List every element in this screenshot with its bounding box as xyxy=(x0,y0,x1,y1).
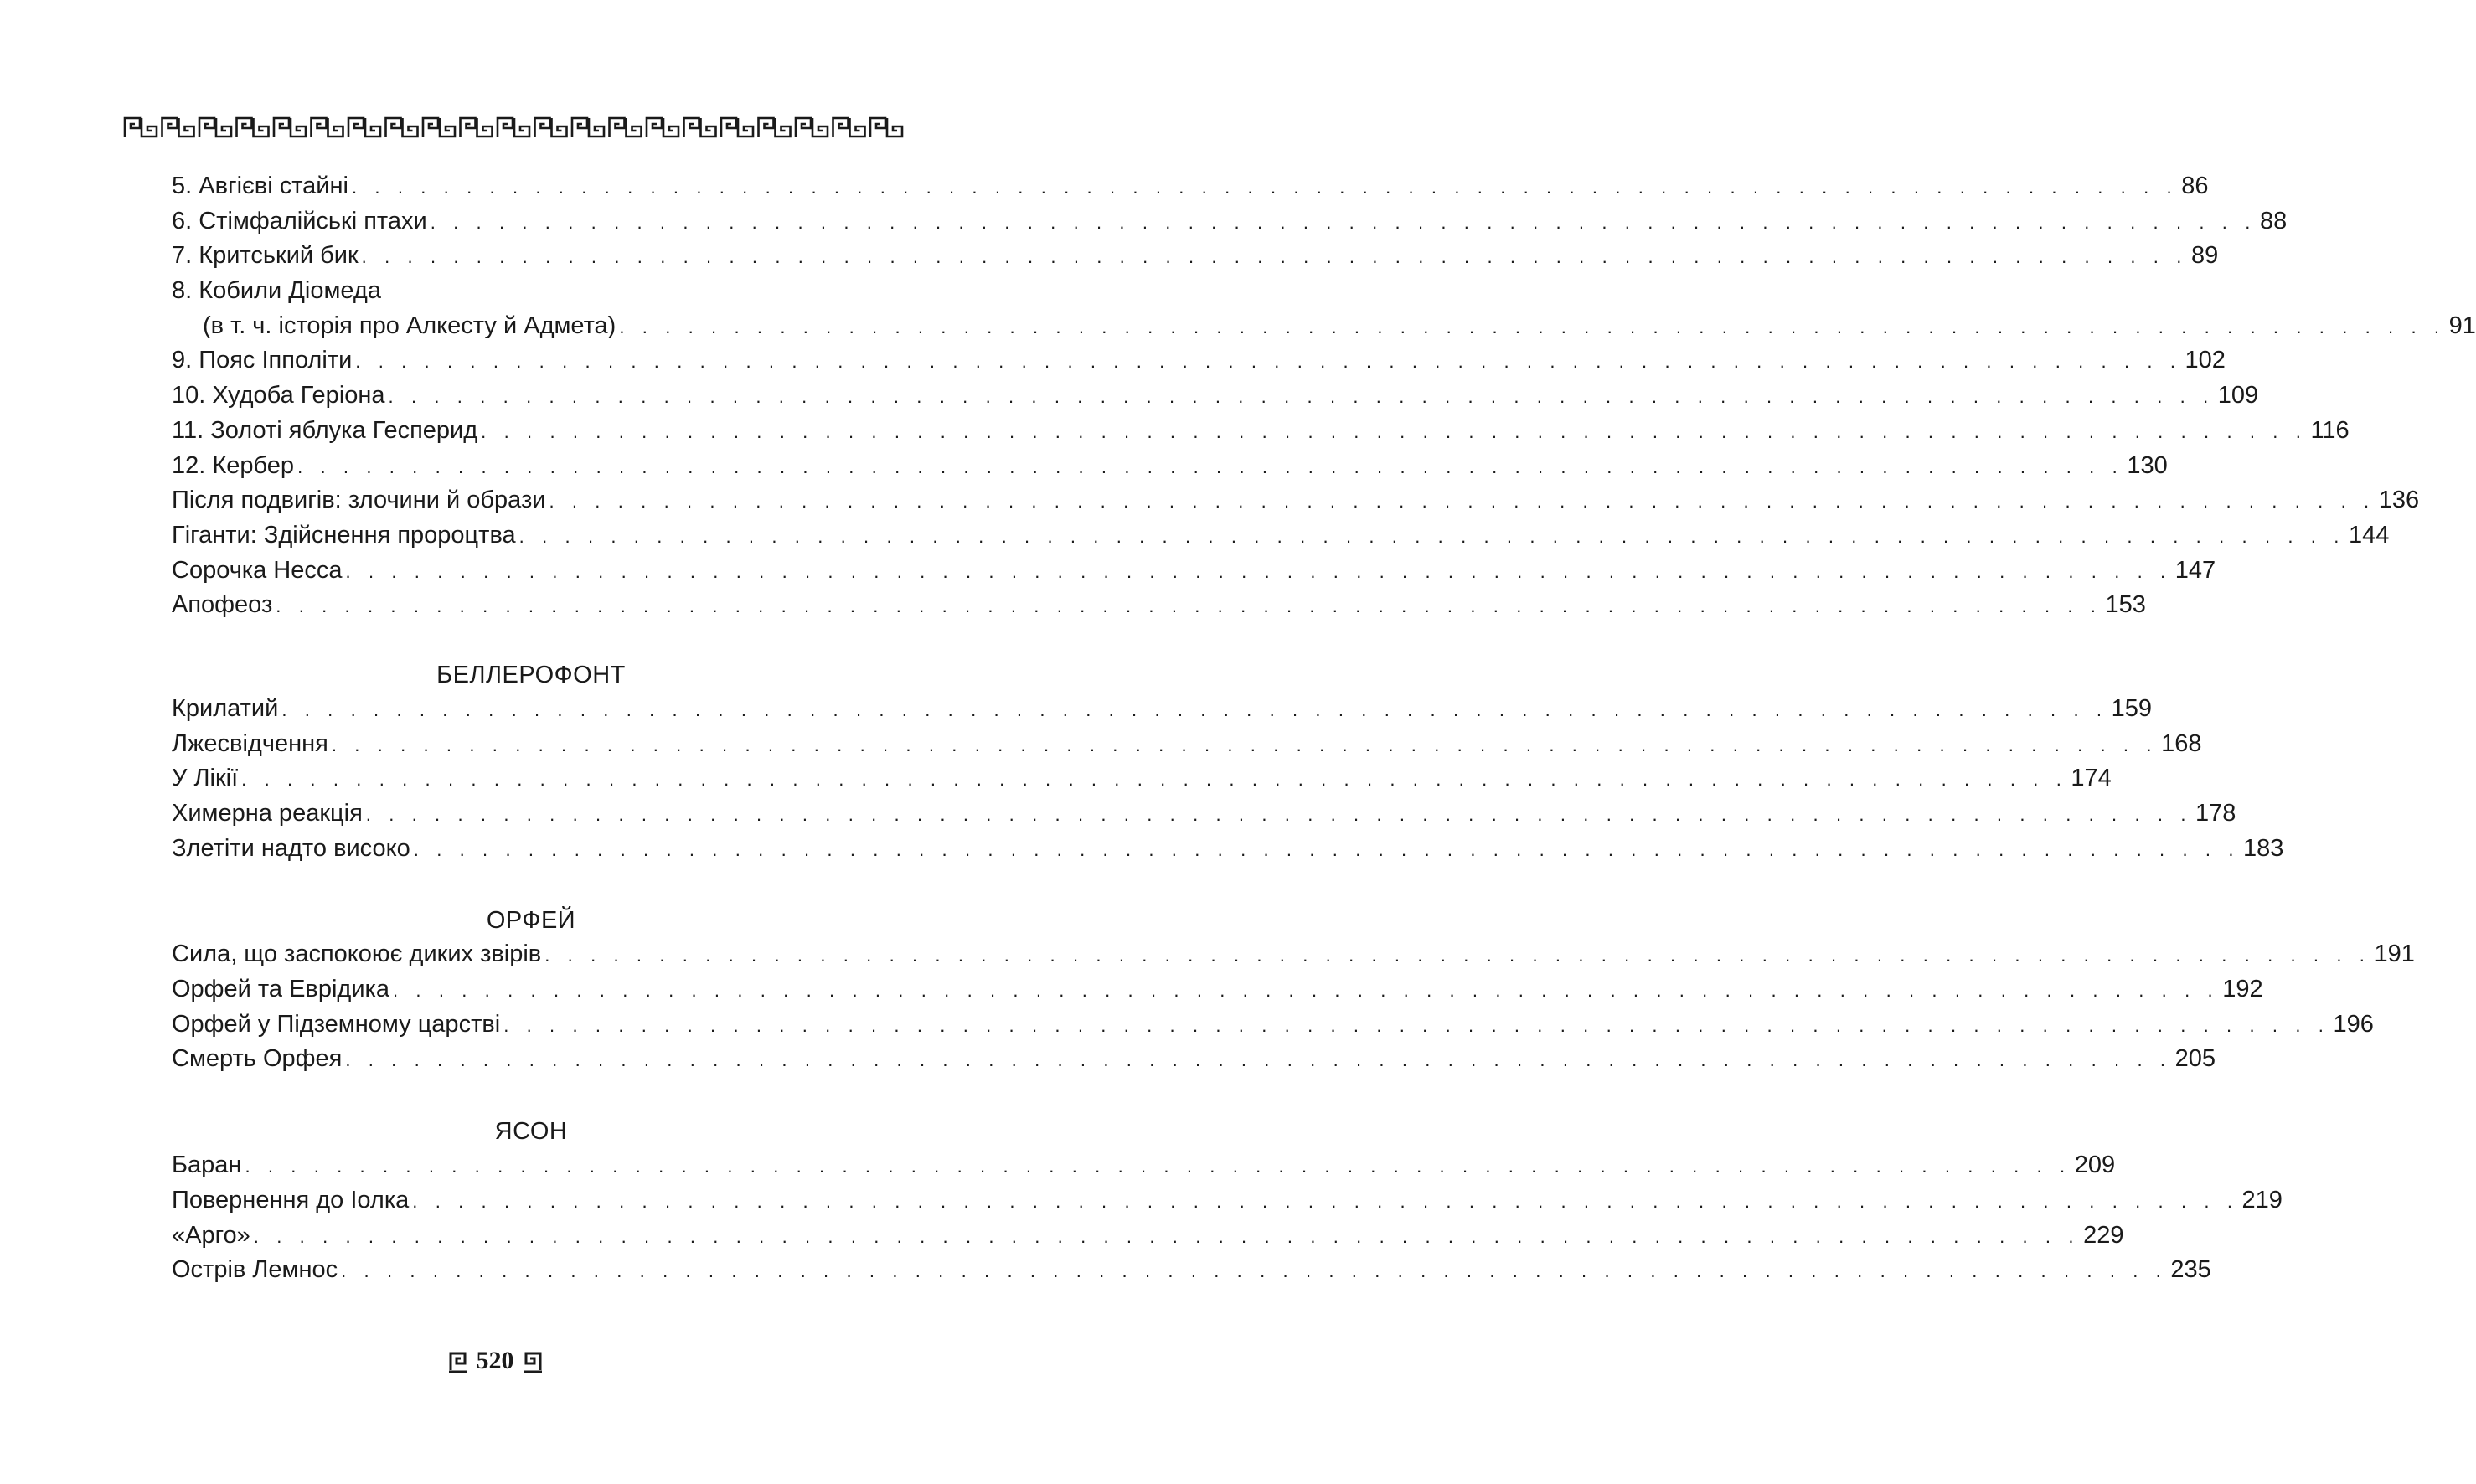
toc-entry-title: 12. Кербер xyxy=(172,451,295,479)
toc-entry-title: 10. Худоба Геріона xyxy=(172,382,385,410)
toc-entry-page: 229 xyxy=(2083,1221,2124,1249)
greek-key-unit xyxy=(647,118,678,137)
table-of-contents xyxy=(172,169,2476,1288)
toc-entry xyxy=(172,1253,2211,1288)
greek-key-unit xyxy=(386,118,418,137)
toc-entry-title-continued: (в т. ч. історія про Алкесту й Адмета) xyxy=(203,312,616,339)
dot-leader: . . . . . . . . . . . . . . . . . . . . . . . . . . . . . . . . . . . . . . . . . . . . . . . . . . . . . . . . . . . . . . . . . . . . . . . . . . . . . . . . xyxy=(388,386,2215,408)
toc-entry xyxy=(172,554,2216,589)
dot-leader: . . . . . . . . . . . . . . . . . . . . . . . . . . . . . . . . . . . . . . . . . . . . . . . . . . . . . . . . . . . . . . . . . . . . . . . . . . . . . . . . xyxy=(549,491,2375,513)
dot-leader: . . . . . . . . . . . . . . . . . . . . . . . . . . . . . . . . . . . . . . . . . . . . . . . . . . . . . . . . . . . . . . . . . . . . . . . . . . . . . . . . xyxy=(430,211,2257,233)
dot-leader: . . . . . . . . . . . . . . . . . . . . . . . . . . . . . . . . . . . . . . . . . . . . . . . . . . . . . . . . . . . . . . . . . . . . . . . . . . . . . . . . xyxy=(253,1225,2081,1247)
toc-entry-title: Лжесвідчення xyxy=(172,729,328,757)
toc-entry xyxy=(172,1148,2116,1183)
toc-entry-title: Химерна реакція xyxy=(172,800,363,827)
dot-leader: . . . . . . . . . . . . . . . . . . . . . . . . . . . . . . . . . . . . . . . . . . . . . . . . . . . . . . . . . . . . . . . . . . . . . . . . . . . . . . . . xyxy=(345,560,2172,582)
toc-entry xyxy=(172,414,2350,449)
toc-entry-page: 136 xyxy=(2378,487,2420,514)
toc-entry-page: 116 xyxy=(2310,416,2350,444)
toc-entry-page: 159 xyxy=(2111,694,2152,722)
toc-entry-title: 8. Кобили Діомеда xyxy=(172,277,381,305)
toc-entry-title: Сорочка Несса xyxy=(172,556,343,584)
toc-entry-title: Після подвигів: злочини й образи xyxy=(172,487,546,514)
toc-entry-title: 9. Пояс Іпполіти xyxy=(172,347,353,374)
toc-entry xyxy=(172,796,2236,832)
toc-entry-title: Острів Лемнос xyxy=(172,1256,338,1284)
toc-entry xyxy=(172,343,2226,379)
dot-leader: . . . . . . . . . . . . . . . . . . . . . . . . . . . . . . . . . . . . . . . . . . . . . . . . . . . . . . . . . . . . . . . . . . . . . . . . . . . . . . . . xyxy=(276,595,2102,617)
toc-entry-page: 144 xyxy=(2348,521,2390,549)
greek-key-unit xyxy=(199,118,231,137)
toc-entry-page: 235 xyxy=(2170,1256,2211,1284)
dot-leader: . . . . . . . . . . . . . . . . . . . . . . . . . . . . . . . . . . . . . . . . . . . . . . . . . . . . . . . . . . . . . . . . . . . . . . . . . . . . . . . . xyxy=(619,316,2446,338)
greek-key-unit xyxy=(684,118,716,137)
toc-entry xyxy=(172,204,2288,240)
toc-entry-title: Смерть Орфея xyxy=(172,1045,343,1073)
toc-entry-page: 192 xyxy=(2222,976,2263,1003)
greek-key-unit xyxy=(796,118,828,137)
greek-key-unit xyxy=(348,118,380,137)
dot-leader: . . . . . . . . . . . . . . . . . . . . . . . . . . . . . . . . . . . . . . . . . . . . . . . . . . . . . . . . . . . . . . . . . . . . . . . . . . . . . . . . xyxy=(544,945,2371,966)
greek-key-unit xyxy=(461,118,493,137)
dot-leader: . . . . . . . . . . . . . . . . . . . . . . . . . . . . . . . . . . . . . . . . . . . . . . . . . . . . . . . . . . . . . . . . . . . . . . . . . . . . . . . . xyxy=(355,351,2182,373)
toc-entry xyxy=(172,832,2284,867)
greek-key-unit xyxy=(274,118,306,137)
toc-entry-title: 5. Авгієві стайні xyxy=(172,173,348,199)
toc-entry xyxy=(172,727,2202,762)
toc-section-orpheus xyxy=(172,904,2415,1077)
toc-entry-page: 102 xyxy=(2185,347,2226,374)
toc-entry-page: 153 xyxy=(2105,591,2146,619)
toc-entry-title: Орфей та Еврідика xyxy=(172,976,389,1003)
toc-entry xyxy=(172,1219,2124,1254)
toc-entry xyxy=(172,274,890,309)
toc-entry xyxy=(172,1007,2374,1043)
toc-entry-title: Крилатий xyxy=(172,694,279,722)
page-footer xyxy=(0,1344,990,1378)
toc-entry-page: 89 xyxy=(2190,242,2219,270)
dot-leader: . . . . . . . . . . . . . . . . . . . . . . . . . . . . . . . . . . . . . . . . . . . . . . . . . . . . . . . . . . . . . . . . . . . . . . . . . . . . . . . . xyxy=(481,420,2308,442)
toc-entry-title: Баран xyxy=(172,1152,242,1179)
dot-leader: . . . . . . . . . . . . . . . . . . . . . . . . . . . . . . . . . . . . . . . . . . . . . . . . . . . . . . . . . . . . . . . . . . . . . . . . . . . . . . . . xyxy=(297,456,2124,477)
toc-entry xyxy=(172,1183,2283,1219)
toc-entry-title: Повернення до Іолка xyxy=(172,1186,410,1213)
toc-entry-page: 219 xyxy=(2241,1186,2283,1213)
toc-entry xyxy=(172,692,2152,727)
toc-entry-continuation xyxy=(172,309,2476,344)
toc-entry-title: Злетіти надто високо xyxy=(172,834,410,862)
toc-entry xyxy=(172,937,2415,972)
page-number: 520 xyxy=(476,1347,514,1374)
toc-entry xyxy=(172,379,2259,414)
dot-leader: . . . . . . . . . . . . . . . . . . . . . . . . . . . . . . . . . . . . . . . . . . . . . . . . . . . . . . . . . . . . . . . . . . . . . . . . . . . . . . . . xyxy=(413,838,2241,860)
toc-entry-title: 11. Золоті яблука Гесперид xyxy=(172,416,478,444)
greek-key-unit xyxy=(535,118,567,137)
toc-entry-page: 86 xyxy=(2181,173,2209,199)
toc-entry-page: 147 xyxy=(2174,556,2216,584)
greek-key-unit xyxy=(572,118,604,137)
toc-entry xyxy=(172,1042,2216,1077)
hercules-section xyxy=(172,169,2476,623)
toc-entry-page: 191 xyxy=(2374,940,2415,968)
greek-key-unit xyxy=(423,118,455,137)
greek-key-unit xyxy=(870,118,902,137)
toc-entry-page: 183 xyxy=(2243,834,2284,862)
greek-key-unit xyxy=(312,118,343,137)
toc-entry-page: 205 xyxy=(2174,1045,2216,1073)
dot-leader: . . . . . . . . . . . . . . . . . . . . . . . . . . . . . . . . . . . . . . . . . . . . . . . . . . . . . . . . . . . . . . . . . . . . . . . . . . . . . . . . xyxy=(245,1156,2071,1177)
greek-key-unit xyxy=(237,118,269,137)
greek-key-unit xyxy=(610,118,642,137)
toc-entry xyxy=(172,483,2420,518)
toc-entry xyxy=(172,972,2263,1007)
dot-leader: . . . . . . . . . . . . . . . . . . . . . . . . . . . . . . . . . . . . . . . . . . . . . . . . . . . . . . . . . . . . . . . . . . . . . . . . . . . . . . . . xyxy=(241,769,2068,791)
dot-leader: . . . . . . . . . . . . . . . . . . . . . . . . . . . . . . . . . . . . . . . . . . . . . . . . . . . . . . . . . . . . . . . . . . . . . . . . . . . . . . . . xyxy=(518,525,2345,547)
toc-entry-page: 130 xyxy=(2127,451,2168,479)
toc-entry xyxy=(172,449,2168,484)
greek-key-border xyxy=(122,116,910,138)
greek-key-unit xyxy=(162,118,194,137)
toc-entry xyxy=(172,239,2219,274)
toc-entry-page: 174 xyxy=(2071,765,2112,792)
greek-key-unit xyxy=(498,118,529,137)
section-heading: БЕЛЛЕРОФОНТ xyxy=(436,661,626,688)
toc-section-jason xyxy=(172,1115,2283,1288)
greek-key-unit xyxy=(721,118,753,137)
toc-entry-title: Апофеоз xyxy=(172,591,273,619)
toc-entry-title: Гіганти: Здійснення пророцтва xyxy=(172,521,516,549)
toc-entry-title: 7. Критський бик xyxy=(172,242,359,270)
toc-entry-page: 178 xyxy=(2195,800,2236,827)
toc-entry-title: «Арго» xyxy=(172,1221,250,1249)
toc-entry-page: 168 xyxy=(2161,729,2202,757)
toc-entry-title: Сила, що заспокоює диких звірів xyxy=(172,940,542,968)
dot-leader: . . . . . . . . . . . . . . . . . . . . . . . . . . . . . . . . . . . . . . . . . . . . . . . . . . . . . . . . . . . . . . . . . . . . . . . . . . . . . . . . xyxy=(361,246,2188,268)
greek-key-unit xyxy=(125,118,157,137)
toc-entry-page: 91 xyxy=(2448,312,2476,339)
greek-key-ornament-icon xyxy=(448,1348,468,1373)
toc-entry-title: Орфей у Підземному царстві xyxy=(172,1010,501,1038)
toc-entry-page: 196 xyxy=(2333,1010,2374,1038)
greek-key-unit xyxy=(833,118,865,137)
greek-key-ornament-icon xyxy=(523,1348,543,1373)
greek-key-unit xyxy=(759,118,791,137)
toc-section-bellerophon xyxy=(172,658,2284,866)
section-heading: ОРФЕЙ xyxy=(486,907,576,935)
toc-entry-title: У Лікії xyxy=(172,765,239,792)
dot-leader: . . . . . . . . . . . . . . . . . . . . . . . . . . . . . . . . . . . . . . . . . . . . . . . . . . . . . . . . . . . . . . . . . . . . . . . . . . . . . . . . xyxy=(345,1049,2172,1071)
toc-entry-page: 109 xyxy=(2217,382,2259,410)
toc-entry xyxy=(172,761,2112,796)
dot-leader: . . . . . . . . . . . . . . . . . . . . . . . . . . . . . . . . . . . . . . . . . . . . . . . . . . . . . . . . . . . . . . . . . . . . . . . . . . . . . . . . xyxy=(365,804,2193,825)
section-heading: ЯСОН xyxy=(494,1118,568,1146)
dot-leader: . . . . . . . . . . . . . . . . . . . . . . . . . . . . . . . . . . . . . . . . . . . . . . . . . . . . . . . . . . . . . . . . . . . . . . . . . . . . . . . . xyxy=(351,177,2179,198)
dot-leader: . . . . . . . . . . . . . . . . . . . . . . . . . . . . . . . . . . . . . . . . . . . . . . . . . . . . . . . . . . . . . . . . . . . . . . . . . . . . . . . . xyxy=(281,698,2108,720)
toc-entry-title: 6. Стімфалійські птахи xyxy=(172,207,427,234)
toc-entry-page: 209 xyxy=(2074,1152,2116,1179)
dot-leader: . . . . . . . . . . . . . . . . . . . . . . . . . . . . . . . . . . . . . . . . . . . . . . . . . . . . . . . . . . . . . . . . . . . . . . . . . . . . . . . . xyxy=(392,980,2220,1002)
toc-entry-page: 88 xyxy=(2259,207,2288,234)
toc-entry xyxy=(172,169,2209,204)
dot-leader: . . . . . . . . . . . . . . . . . . . . . . . . . . . . . . . . . . . . . . . . . . . . . . . . . . . . . . . . . . . . . . . . . . . . . . . . . . . . . . . . xyxy=(341,1260,2168,1282)
dot-leader: . . . . . . . . . . . . . . . . . . . . . . . . . . . . . . . . . . . . . . . . . . . . . . . . . . . . . . . . . . . . . . . . . . . . . . . . . . . . . . . . xyxy=(331,734,2159,755)
toc-entry xyxy=(172,518,2390,554)
toc-entry xyxy=(172,588,2146,623)
dot-leader: . . . . . . . . . . . . . . . . . . . . . . . . . . . . . . . . . . . . . . . . . . . . . . . . . . . . . . . . . . . . . . . . . . . . . . . . . . . . . . . . xyxy=(412,1190,2239,1212)
dot-leader: . . . . . . . . . . . . . . . . . . . . . . . . . . . . . . . . . . . . . . . . . . . . . . . . . . . . . . . . . . . . . . . . . . . . . . . . . . . . . . . . xyxy=(503,1014,2330,1036)
